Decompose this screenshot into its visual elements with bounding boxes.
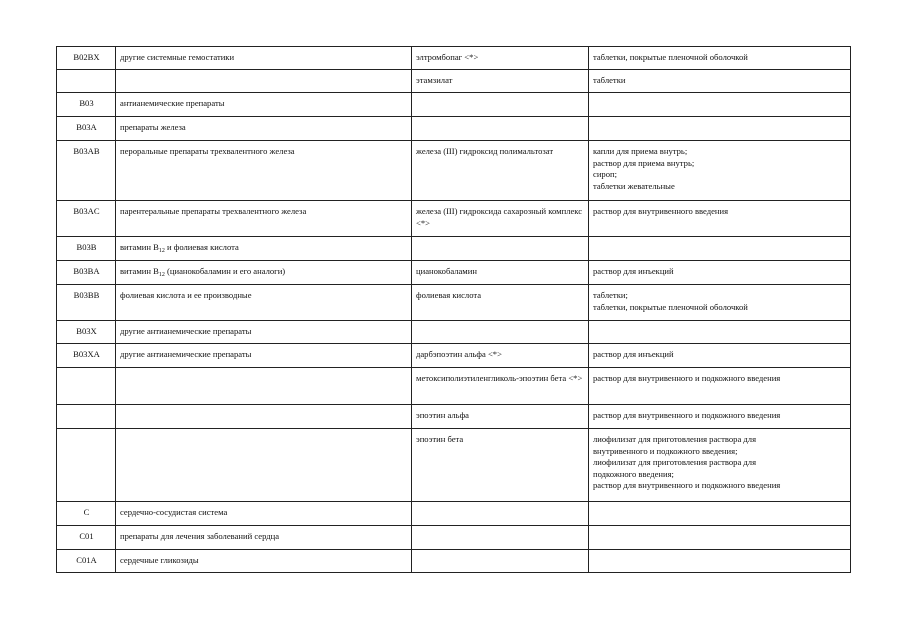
dosage-forms: [589, 405, 851, 429]
atc-code: [57, 368, 116, 405]
atc-code: [57, 429, 116, 502]
subscript: 12: [158, 248, 165, 254]
group-name: сердечные гликозиды: [116, 550, 412, 573]
group-name: фолиевая кислота и ее производные: [116, 285, 412, 321]
table-row: [57, 526, 851, 550]
dosage-forms: [589, 117, 851, 141]
group-name: препараты для лечения заболеваний сердца: [116, 526, 412, 550]
dosage-form: раствор для внутривенного введения: [593, 206, 729, 216]
atc-code: B03X: [57, 321, 116, 344]
table-row: [57, 141, 851, 201]
drug-name: этамзилат: [412, 70, 589, 93]
atc-code: C01: [57, 526, 116, 550]
group-name: другие антианемические препараты: [116, 321, 412, 344]
drug-name: эпоэтин альфа: [412, 405, 589, 429]
group-name: [116, 261, 412, 285]
table-row: [57, 368, 851, 405]
dosage-forms: [589, 344, 851, 368]
group-name: [116, 405, 412, 429]
atc-code: B03A: [57, 117, 116, 141]
atc-code: C: [57, 502, 116, 526]
dosage-form: раствор для инъекций: [593, 349, 674, 359]
drug-name: [412, 93, 589, 117]
atc-code: B03B: [57, 237, 116, 261]
table-row: [57, 285, 851, 321]
dosage-form: подкожного введения;: [593, 468, 674, 479]
dosage-forms: [589, 141, 851, 201]
drug-name: [412, 117, 589, 141]
group-name-text: витамин B: [120, 242, 159, 252]
group-name: сердечно-сосудистая система: [116, 502, 412, 526]
drug-name: метоксиполиэтиленгликоль-эпоэтин бета <*>: [412, 368, 589, 405]
group-name: другие антианемические препараты: [116, 344, 412, 368]
drug-name: цианокобаламин: [412, 261, 589, 285]
dosage-form: таблетки;: [593, 290, 628, 300]
table-row: [57, 502, 851, 526]
drug-name: [412, 502, 589, 526]
atc-code: B03BA: [57, 261, 116, 285]
dosage-forms: [589, 237, 851, 261]
table-row: [57, 237, 851, 261]
dosage-form: внутривенного и подкожного введения;: [593, 445, 738, 456]
group-name: [116, 70, 412, 93]
atc-code: [57, 405, 116, 429]
atc-code: B03AB: [57, 141, 116, 201]
group-name: [116, 237, 412, 261]
dosage-form: раствор для внутривенного и подкожного введения: [593, 410, 781, 420]
group-name-text: и фолиевая кислота: [164, 242, 239, 252]
table-row: [57, 261, 851, 285]
dosage-forms: [589, 261, 851, 285]
dosage-forms: [589, 368, 851, 405]
dosage-form: раствор для инъекций: [593, 266, 674, 276]
dosage-forms: [589, 550, 851, 573]
group-name: препараты железа: [116, 117, 412, 141]
drug-name: [412, 237, 589, 261]
dosage-form: лиофилизат для приготовления раствора для: [593, 434, 757, 444]
atc-code: C01A: [57, 550, 116, 573]
subscript: 12: [158, 272, 165, 278]
dosage-forms: [589, 321, 851, 344]
table-row: [57, 47, 851, 70]
dosage-form: лиофилизат для приготовления раствора для: [593, 457, 757, 468]
atc-code: [57, 70, 116, 93]
dosage-forms: [589, 47, 851, 70]
dosage-form: раствор для внутривенного и подкожного введения: [593, 373, 781, 383]
dosage-forms: [589, 502, 851, 526]
dosage-forms: [589, 429, 851, 502]
group-name: [116, 368, 412, 405]
drug-name: железа (III) гидроксид полимальтозат: [412, 141, 589, 201]
dosage-form: капли для приема внутрь;: [593, 146, 688, 156]
group-name: другие системные гемостатики: [116, 47, 412, 70]
table-row: [57, 405, 851, 429]
table-row: [57, 344, 851, 368]
dosage-form: раствор для внутривенного и подкожного введения: [593, 480, 781, 491]
group-name-text: витамин B: [120, 266, 159, 276]
group-name: антианемические препараты: [116, 93, 412, 117]
dosage-form: сироп;: [593, 169, 617, 180]
atc-code: B03BB: [57, 285, 116, 321]
dosage-forms: [589, 285, 851, 321]
table-row: [57, 321, 851, 344]
table-row: [57, 70, 851, 93]
dosage-form: таблетки, покрытые пленочной оболочкой: [593, 52, 748, 62]
table-row: [57, 117, 851, 141]
dosage-form: таблетки жевательные: [593, 180, 675, 191]
dosage-forms: [589, 201, 851, 237]
drug-classification-table: [56, 46, 851, 573]
drug-name: [412, 526, 589, 550]
drug-name: [412, 550, 589, 573]
drug-name: элтромбопаг <*>: [412, 47, 589, 70]
group-name: пероральные препараты трехвалентного железа: [116, 141, 412, 201]
dosage-form: таблетки: [593, 75, 626, 85]
group-name-text: (цианокобаламин и его аналоги): [164, 266, 286, 276]
table-row: [57, 93, 851, 117]
dosage-form: таблетки, покрытые пленочной оболочкой: [593, 301, 748, 312]
drug-name: дарбэпоэтин альфа <*>: [412, 344, 589, 368]
atc-code: B02BX: [57, 47, 116, 70]
table-row: [57, 550, 851, 573]
drug-name: фолиевая кислота: [412, 285, 589, 321]
dosage-forms: [589, 93, 851, 117]
dosage-form: раствор для приема внутрь;: [593, 157, 695, 168]
table-row: [57, 429, 851, 502]
table-row: [57, 201, 851, 237]
atc-code: B03XA: [57, 344, 116, 368]
dosage-forms: [589, 70, 851, 93]
atc-code: B03: [57, 93, 116, 117]
drug-name: железа (III) гидроксида сахарозный комплекс <*>: [412, 201, 589, 237]
drug-name: эпоэтин бета: [412, 429, 589, 502]
dosage-forms: [589, 526, 851, 550]
drug-name: [412, 321, 589, 344]
group-name: [116, 429, 412, 502]
group-name: парентеральные препараты трехвалентного железа: [116, 201, 412, 237]
atc-code: B03AC: [57, 201, 116, 237]
